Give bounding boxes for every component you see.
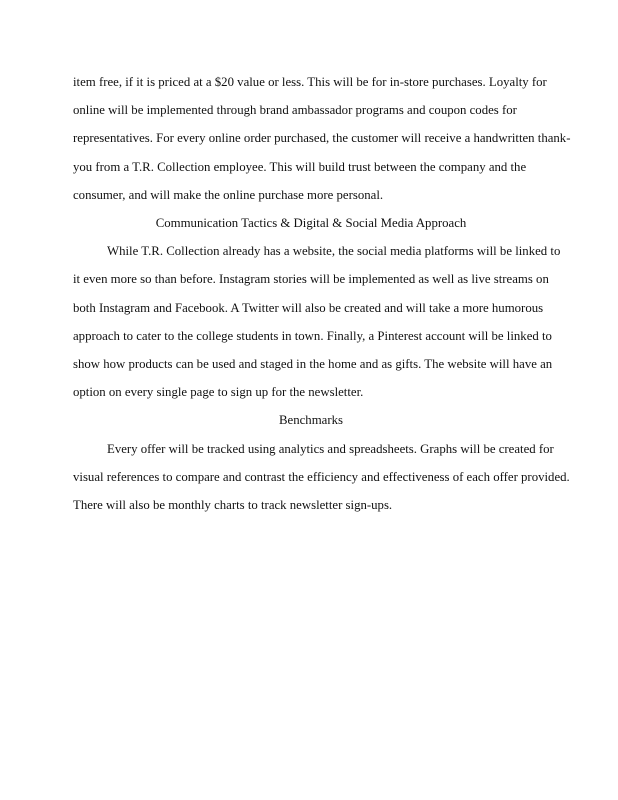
paragraph-line: consumer, and will make the online purchase more personal. [73, 187, 384, 202]
paragraph-line: you from a T.R. Collection employee. This will build trust between the company and the [73, 159, 527, 174]
paragraph-line: There will also be monthly charts to track newsletter sign-ups. [73, 498, 393, 513]
document-body [73, 68, 571, 519]
paragraph-line: representatives. For every online order purchased, the customer will receive a handwritten thank- [73, 131, 571, 146]
paragraph-line: While T.R. Collection already has a website, the social media platforms will be linked to [107, 244, 561, 259]
paragraph-line: visual references to compare and contrast the efficiency and effectiveness of each offer provided. [73, 469, 570, 484]
paragraph-line: online will be implemented through brand ambassador programs and coupon codes for [73, 103, 517, 118]
paragraph-line: approach to cater to the college students in town. Finally, a Pinterest account will be linked to [73, 328, 552, 343]
paragraph-line: show how products can be used and staged in the home and as gifts. The website will have an [73, 357, 553, 372]
section-heading-benchmarks: Benchmarks [279, 413, 343, 428]
paragraph-line: Every offer will be tracked using analytics and spreadsheets. Graphs will be created for [107, 441, 554, 456]
paragraph-line: item free, if it is priced at a $20 value or less. This will be for in-store purchases. Loyalty for [73, 75, 547, 89]
paragraph-line: both Instagram and Facebook. A Twitter will also be created and will take a more humorous [73, 300, 544, 315]
paragraph-line: it even more so than before. Instagram stories will be implemented as well as live streams on [73, 272, 549, 287]
paragraph-line: option on every single page to sign up for the newsletter. [73, 385, 364, 400]
paragraph-loyalty [73, 68, 571, 209]
section-heading-communication: Communication Tactics & Digital & Social Media Approach [155, 216, 467, 231]
paragraph-benchmarks [73, 435, 570, 520]
paragraph-communication [73, 237, 561, 406]
